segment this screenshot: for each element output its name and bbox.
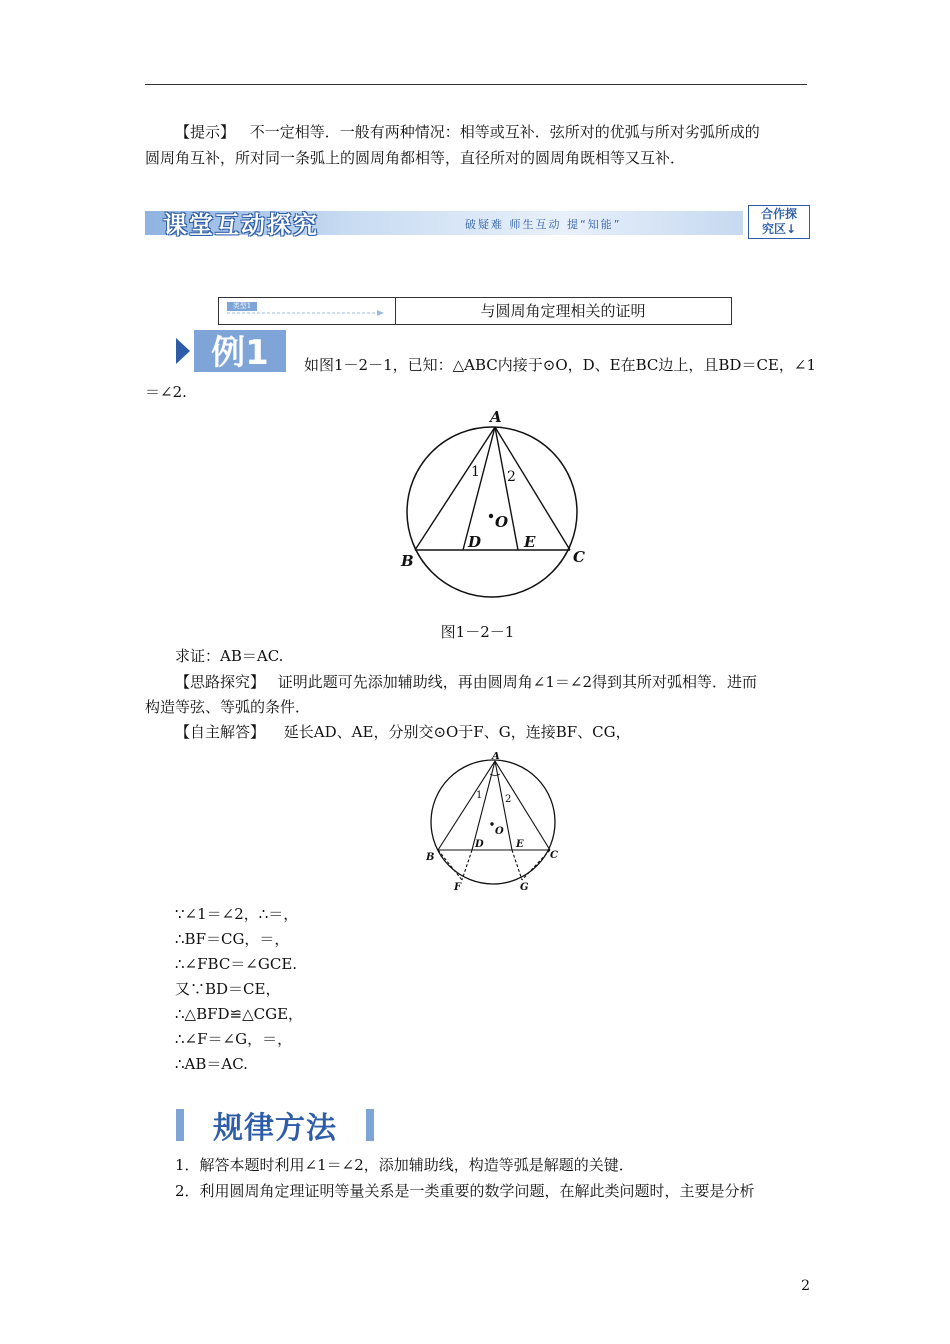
prove-statement: 求证：AB＝AC. bbox=[175, 647, 284, 665]
figure-1-diagram bbox=[395, 405, 595, 615]
thinking-line-1 bbox=[145, 670, 810, 694]
example-line-1: 如图1－2－1，已知：△ABC内接于⊙O，D、E在BC边上，且BD＝CE，∠1 bbox=[304, 356, 816, 374]
proof-step: ∴∠F＝∠G，＝， bbox=[175, 1030, 293, 1048]
proof-step: ∵∠1＝∠2，∴＝， bbox=[175, 905, 299, 923]
cooperation-zone-button[interactable] bbox=[748, 205, 810, 239]
label-angle-2-2: 2 bbox=[505, 794, 512, 805]
topic-box bbox=[218, 297, 732, 325]
segment-ab bbox=[415, 427, 495, 550]
label-d-2: D bbox=[475, 839, 484, 850]
figure-1-caption: 图1－2－1 bbox=[440, 623, 515, 641]
banner-title: 课堂互动探究 bbox=[163, 211, 319, 239]
section-banner bbox=[145, 203, 810, 241]
example-badge bbox=[176, 330, 286, 372]
proof-step: ∴AB＝AC. bbox=[175, 1055, 248, 1073]
proof-step: ∴△BFD≌△CGE， bbox=[175, 1005, 304, 1023]
methods-heading bbox=[176, 1103, 396, 1147]
label-angle-1-2: 1 bbox=[476, 790, 483, 801]
circle-o-2 bbox=[431, 760, 555, 884]
segment-ab-2 bbox=[438, 761, 495, 850]
topic-title: 与圆周角定理相关的证明 bbox=[480, 302, 646, 320]
answer-line bbox=[145, 720, 810, 744]
thinking-label: 【思路探究】 bbox=[175, 673, 266, 691]
label-e-2: E bbox=[516, 839, 524, 850]
label-d: D bbox=[468, 533, 482, 551]
label-o: O bbox=[495, 513, 509, 531]
label-angle-2: 2 bbox=[507, 469, 516, 485]
hint-line-1 bbox=[145, 120, 810, 144]
label-f-2: F bbox=[454, 882, 462, 893]
badge-arrow-icon bbox=[176, 338, 190, 364]
heading-bar-right bbox=[366, 1109, 374, 1141]
proof-step: ∴BF＝CG，＝， bbox=[175, 930, 290, 948]
label-g-2: G bbox=[520, 882, 529, 893]
answer-text: 延长AD、AE，分别交⊙O于F、G，连接BF、CG， bbox=[283, 723, 631, 741]
header-rule bbox=[145, 84, 807, 85]
center-dot bbox=[489, 514, 493, 518]
banner-box-line-1: 合作探 bbox=[760, 207, 797, 221]
arrow-icon bbox=[227, 309, 387, 317]
banner-box-line-2: 究区↓ bbox=[761, 222, 797, 236]
label-o-2: O bbox=[495, 826, 504, 837]
label-angle-1: 1 bbox=[471, 464, 480, 480]
label-c-2: C bbox=[550, 850, 558, 861]
method-item-1: 1．解答本题时利用∠1＝∠2，添加辅助线，构造等弧是解题的关键． bbox=[175, 1156, 634, 1174]
topic-type-cell bbox=[219, 298, 396, 324]
label-c: C bbox=[573, 548, 585, 566]
thinking-text-1: 证明此题可先添加辅助线，再由圆周角∠1＝∠2得到其所对弧相等．进而 bbox=[277, 673, 758, 691]
method-item-2: 2．利用圆周角定理证明等量关系是一类重要的数学问题，在解此类问题时，主要是分析 bbox=[175, 1182, 755, 1200]
banner-subtitle: 破疑难 师生互动 提“知能” bbox=[465, 218, 622, 231]
answer-label: 【自主解答】 bbox=[175, 723, 266, 741]
circle-o bbox=[407, 427, 577, 597]
segment-ad bbox=[463, 427, 495, 550]
hint-label: 【提示】 bbox=[175, 123, 236, 141]
example-line-2: ＝∠2. bbox=[145, 383, 187, 401]
heading-bar-left bbox=[176, 1109, 184, 1141]
hint-text-1: 不一定相等．一般有两种情况：相等或互补．弦所对的优弧与所对劣弧所成的 bbox=[249, 123, 760, 141]
thinking-line-2: 构造等弦、等弧的条件． bbox=[145, 698, 311, 716]
segment-ad-2 bbox=[472, 761, 495, 850]
badge-text: 例1 bbox=[211, 333, 269, 372]
label-a: A bbox=[490, 408, 502, 426]
hint-line-2: 圆周角互补，所对同一条弧上的圆周角都相等，直径所对的圆周角既相等又互补． bbox=[145, 149, 686, 167]
segment-bf bbox=[438, 850, 462, 880]
topic-tag: 类型1 bbox=[227, 302, 257, 311]
label-e: E bbox=[524, 533, 536, 551]
label-b-2: B bbox=[426, 852, 435, 863]
center-dot-2 bbox=[490, 822, 493, 825]
page-number: 2 bbox=[801, 1278, 810, 1294]
proof-step: 又∵BD＝CE， bbox=[175, 980, 281, 998]
figure-2-diagram bbox=[422, 752, 562, 897]
methods-heading-text: 规律方法 bbox=[213, 1111, 337, 1146]
proof-step: ∴∠FBC＝∠GCE. bbox=[175, 955, 298, 973]
label-a-2: A bbox=[492, 752, 500, 762]
segment-cg bbox=[522, 850, 550, 880]
segment-df bbox=[462, 850, 472, 880]
label-b: B bbox=[401, 552, 414, 570]
segment-eg bbox=[512, 850, 522, 880]
